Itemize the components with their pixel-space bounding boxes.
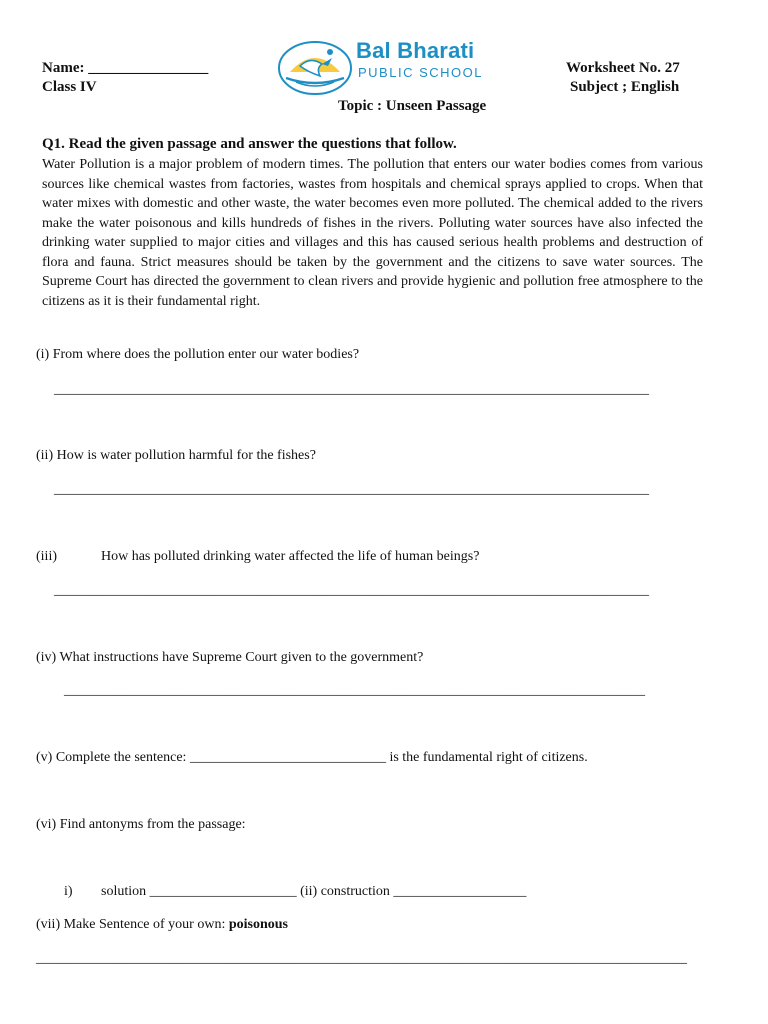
school-emblem-icon bbox=[276, 38, 354, 98]
question-vii-text: (vii) Make Sentence of your own: bbox=[36, 917, 229, 932]
topic-title: Topic : Unseen Passage bbox=[338, 98, 487, 114]
q1-instruction: Q1. Read the given passage and answer the questions that follow. bbox=[42, 136, 457, 152]
logo-school-subtitle: PUBLIC SCHOOL bbox=[358, 65, 483, 80]
answer-line-iv[interactable]: ___________________________________________________________________________________ bbox=[64, 683, 645, 698]
answer-line-iii[interactable]: _____________________________________________________________________________________ bbox=[54, 583, 649, 598]
reading-passage: Water Pollution is a major problem of modern times. The pollution that enters our water bodies comes from various sources like chemical wastes from factories, wastes from hospitals and chemical sprays applied to crops. When that water mixes with domestic and other waste, the water becomes even more polluted. The chemical added to the rivers make the water poisonous and kills hundreds of fishes in the rivers. Polluting water sources have also infected the drinking water supplied to major cities and villages and this has caused serious health problems and destruction of flora and fauna. Strict measures should be taken by the government and the citizens to save water sources. The Supreme Court has directed the government to clean rivers and provide hygienic and pollution free atmosphere to the citizens as it is their fundamental right. bbox=[42, 157, 703, 309]
answer-line-i[interactable]: _____________________________________________________________________________________ bbox=[54, 382, 649, 397]
question-v: (v) Complete the sentence: ____________________________ is the fundamental right of citizens. bbox=[36, 750, 588, 765]
question-vii bbox=[36, 917, 288, 933]
subject-label: Subject ; English bbox=[570, 79, 680, 95]
answer-line-vii[interactable]: _____________________________________________________________________________________________ bbox=[36, 951, 687, 966]
name-field-label: Name: ________________ bbox=[42, 60, 209, 76]
school-logo bbox=[276, 38, 491, 98]
question-vii-word: poisonous bbox=[228, 917, 288, 932]
question-iii-number: (iii) bbox=[36, 549, 57, 564]
question-ii: (ii) How is water pollution harmful for the fishes? bbox=[36, 448, 316, 463]
logo-school-name: Bal Bharati bbox=[356, 38, 475, 63]
question-vi-sub-number: i) bbox=[64, 884, 73, 899]
question-vi-antonyms: solution _____________________ (ii) construction ___________________ bbox=[101, 884, 527, 899]
class-label: Class IV bbox=[42, 79, 97, 95]
question-iv: (iv) What instructions have Supreme Court given to the government? bbox=[36, 650, 424, 665]
question-iii: How has polluted drinking water affected the life of human beings? bbox=[101, 549, 480, 564]
question-vi: (vi) Find antonyms from the passage: bbox=[36, 817, 246, 832]
answer-line-ii[interactable]: _____________________________________________________________________________________ bbox=[54, 482, 649, 497]
worksheet-number: Worksheet No. 27 bbox=[566, 60, 680, 76]
question-i: (i) From where does the pollution enter our water bodies? bbox=[36, 347, 360, 362]
